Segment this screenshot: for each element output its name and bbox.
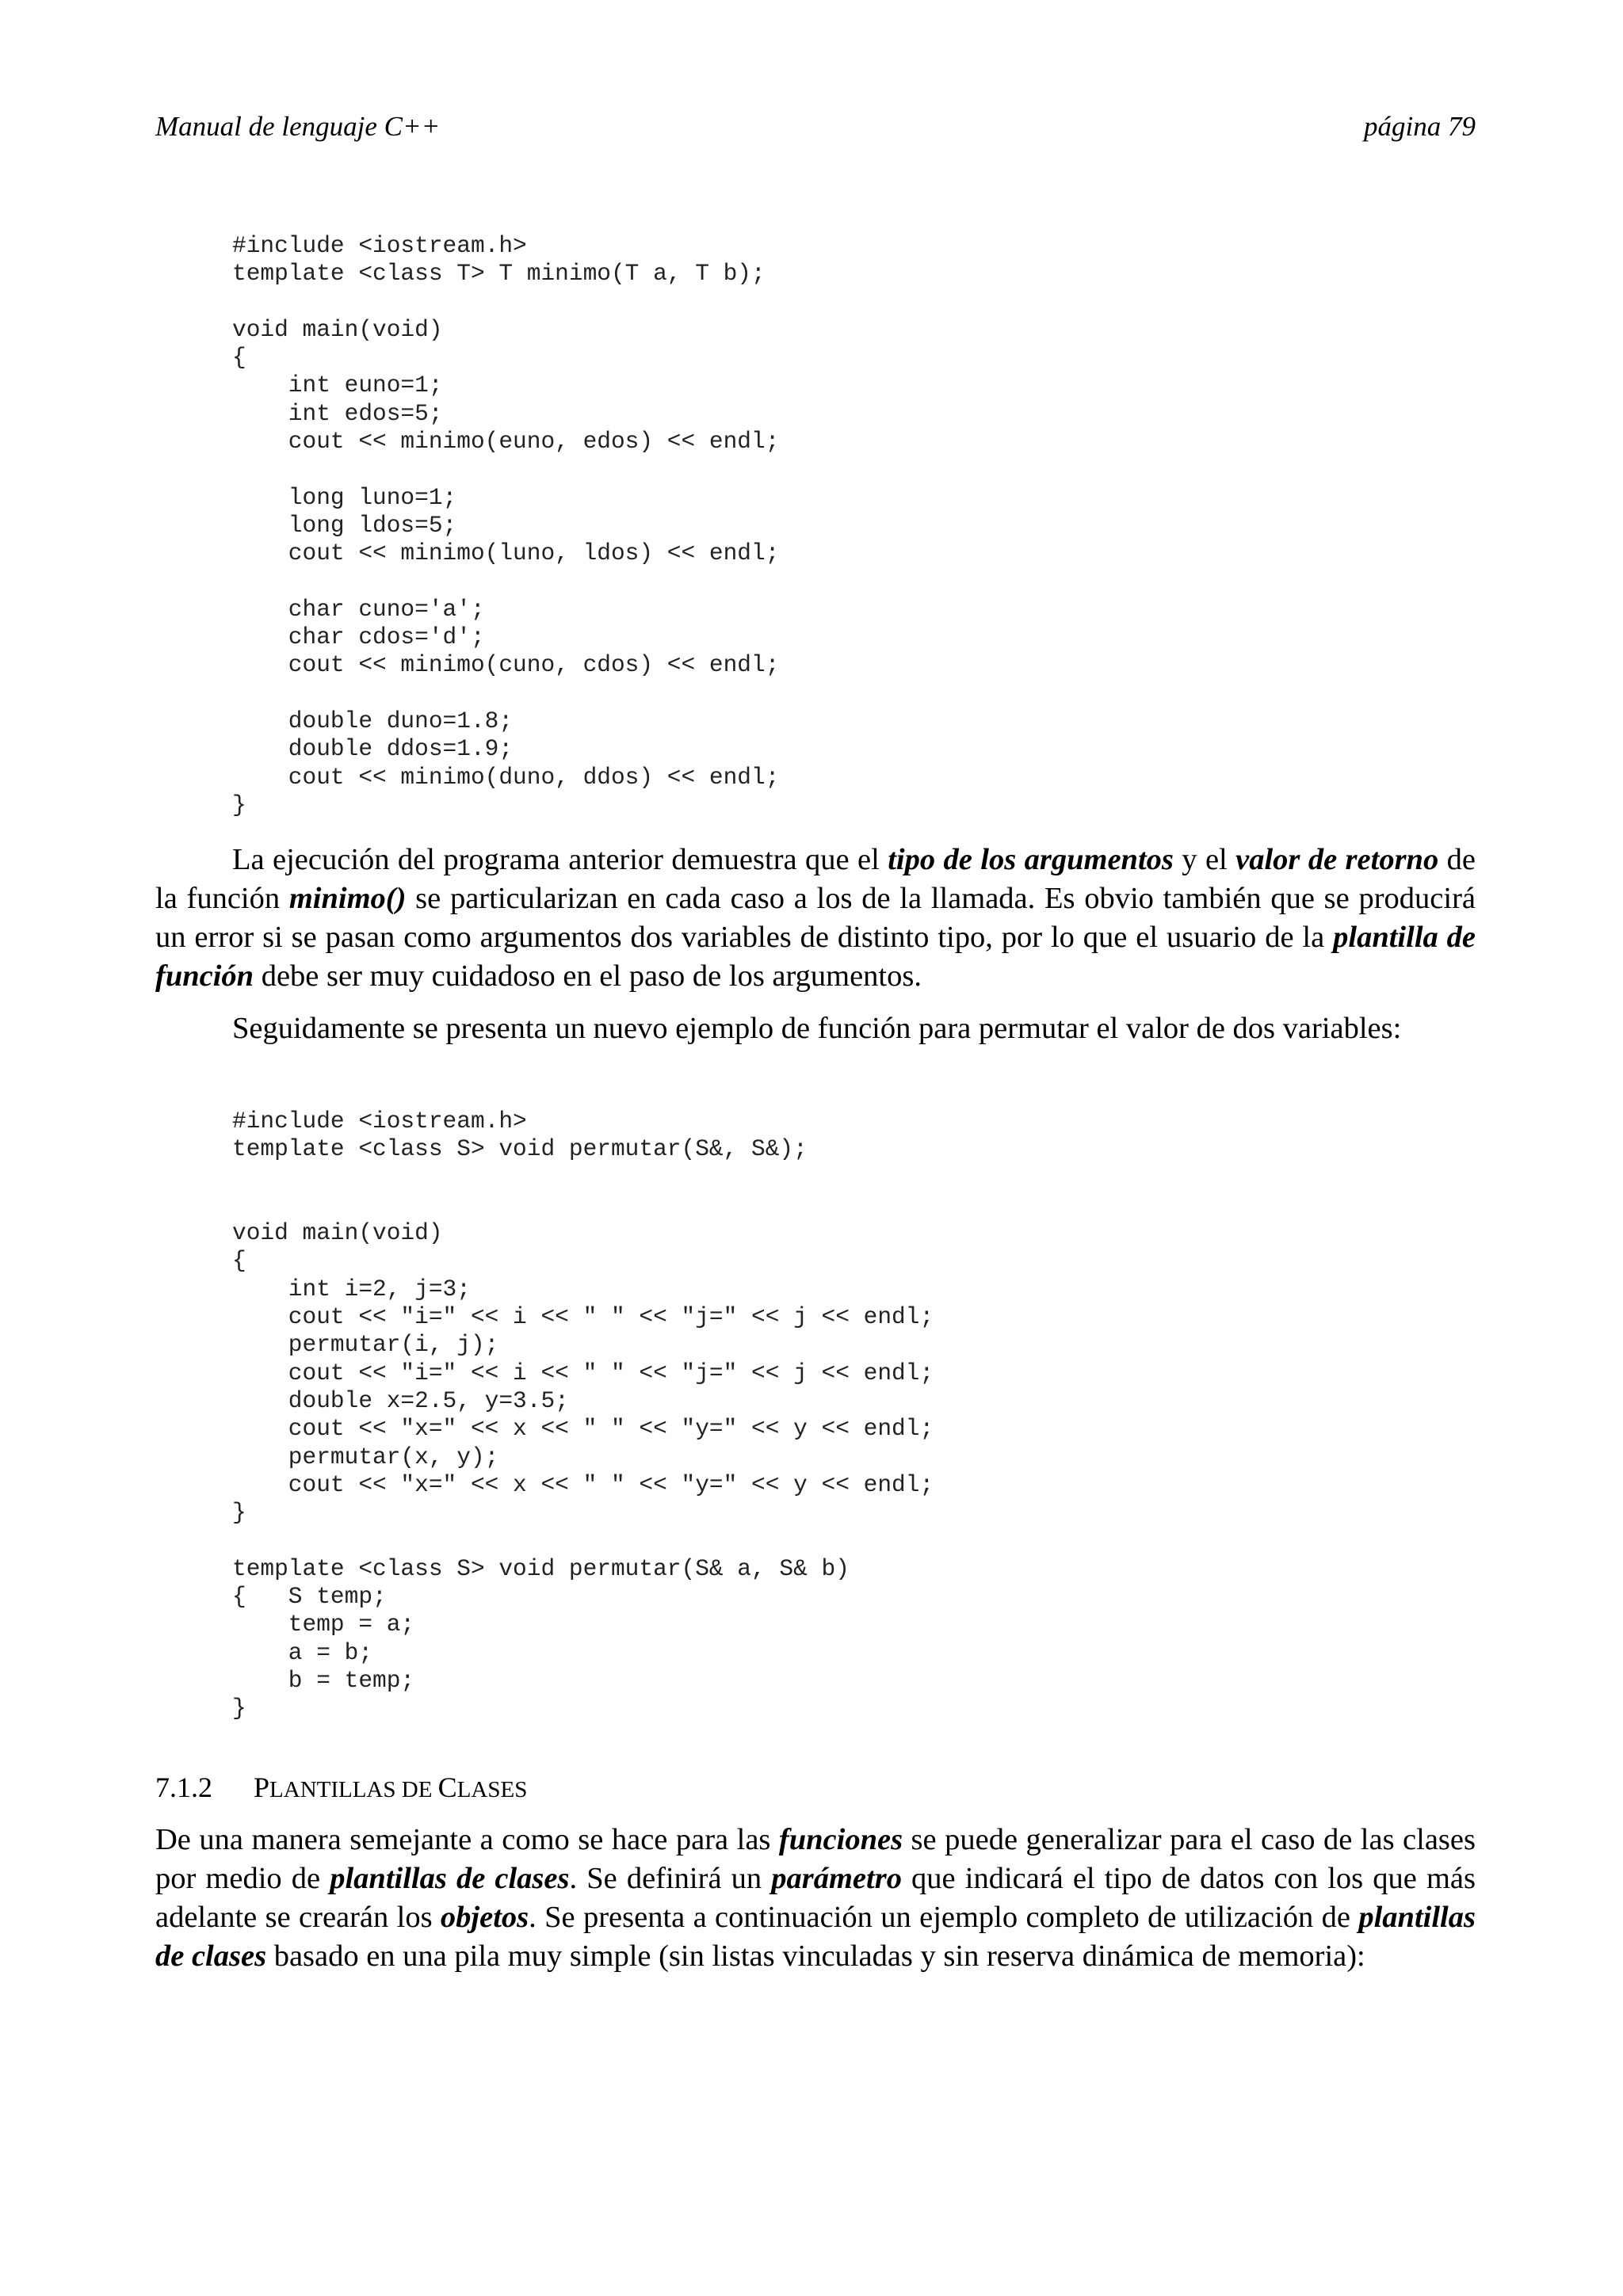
header-page-number: página 79 (1364, 111, 1476, 142)
paragraph-class-templates: De una manera semejante a como se hace para las funciones se puede generalizar para el caso de las clases por medio de plantillas de clases. Se definirá un parámetro que indicará el tipo de datos con los que más adelante se crearán los objetos. Se presenta a continuación un ejemplo completo de utilización de plantillas de clases basado en una pila muy simple (sin listas vinculadas y sin reserva dinámica de memoria): (155, 1823, 1476, 1973)
section-heading: 7.1.2 PLANTILLAS DE CLASES (155, 1772, 528, 1803)
code-block-minimo: #include <iostream.h> template <class T> T minimo(T a, T b); void main(void) { int euno=1; int edos=5; cout << minimo(euno, edos) << endl; long luno=1; long ldos=5; cout << minimo(luno, ldos) << endl; char cuno='a'; char cdos='d'; cout << minimo(cuno, cdos) << endl; double duno=1.8; double ddos=1.9; cout << minimo(duno, ddos) << endl; } (232, 232, 780, 818)
paragraph-minimo-explanation: La ejecución del programa anterior demuestra que el tipo de los argumentos y el valor de retorno de la función minimo() se particularizan en cada caso a los de la llamada. Es obvio también que se producirá un error si se pasan como argumentos dos variables de distinto tipo, por lo que el usuario de la plantilla de función debe ser muy cuidadoso en el paso de los argumentos. (155, 843, 1476, 993)
code-block-permutar: #include <iostream.h> template <class S> void permutar(S&, S&); void main(void) { int i=2, j=3; cout << "i=" << i << " " << "j=" << j << endl; permutar(i, j); cout << "i=" << i << " " << "j=" << j << endl; double x=2.5, y=3.5; cout << "x=" << x << " " << "y=" << y << endl; permutar(x, y); cout << "x=" << x << " " << "y=" << y << endl; } template <class S> void permutar(S& a, S& b) { S temp; temp = a; a = b; b = temp; } (232, 1108, 934, 1722)
paragraph-permutar-intro: Seguidamente se presenta un nuevo ejemplo de función para permutar el valor de dos variables: (232, 1012, 1402, 1045)
running-header (155, 111, 1476, 143)
header-title: Manual de lenguaje C++ (155, 111, 441, 142)
section-number: 7.1.2 (155, 1772, 212, 1803)
